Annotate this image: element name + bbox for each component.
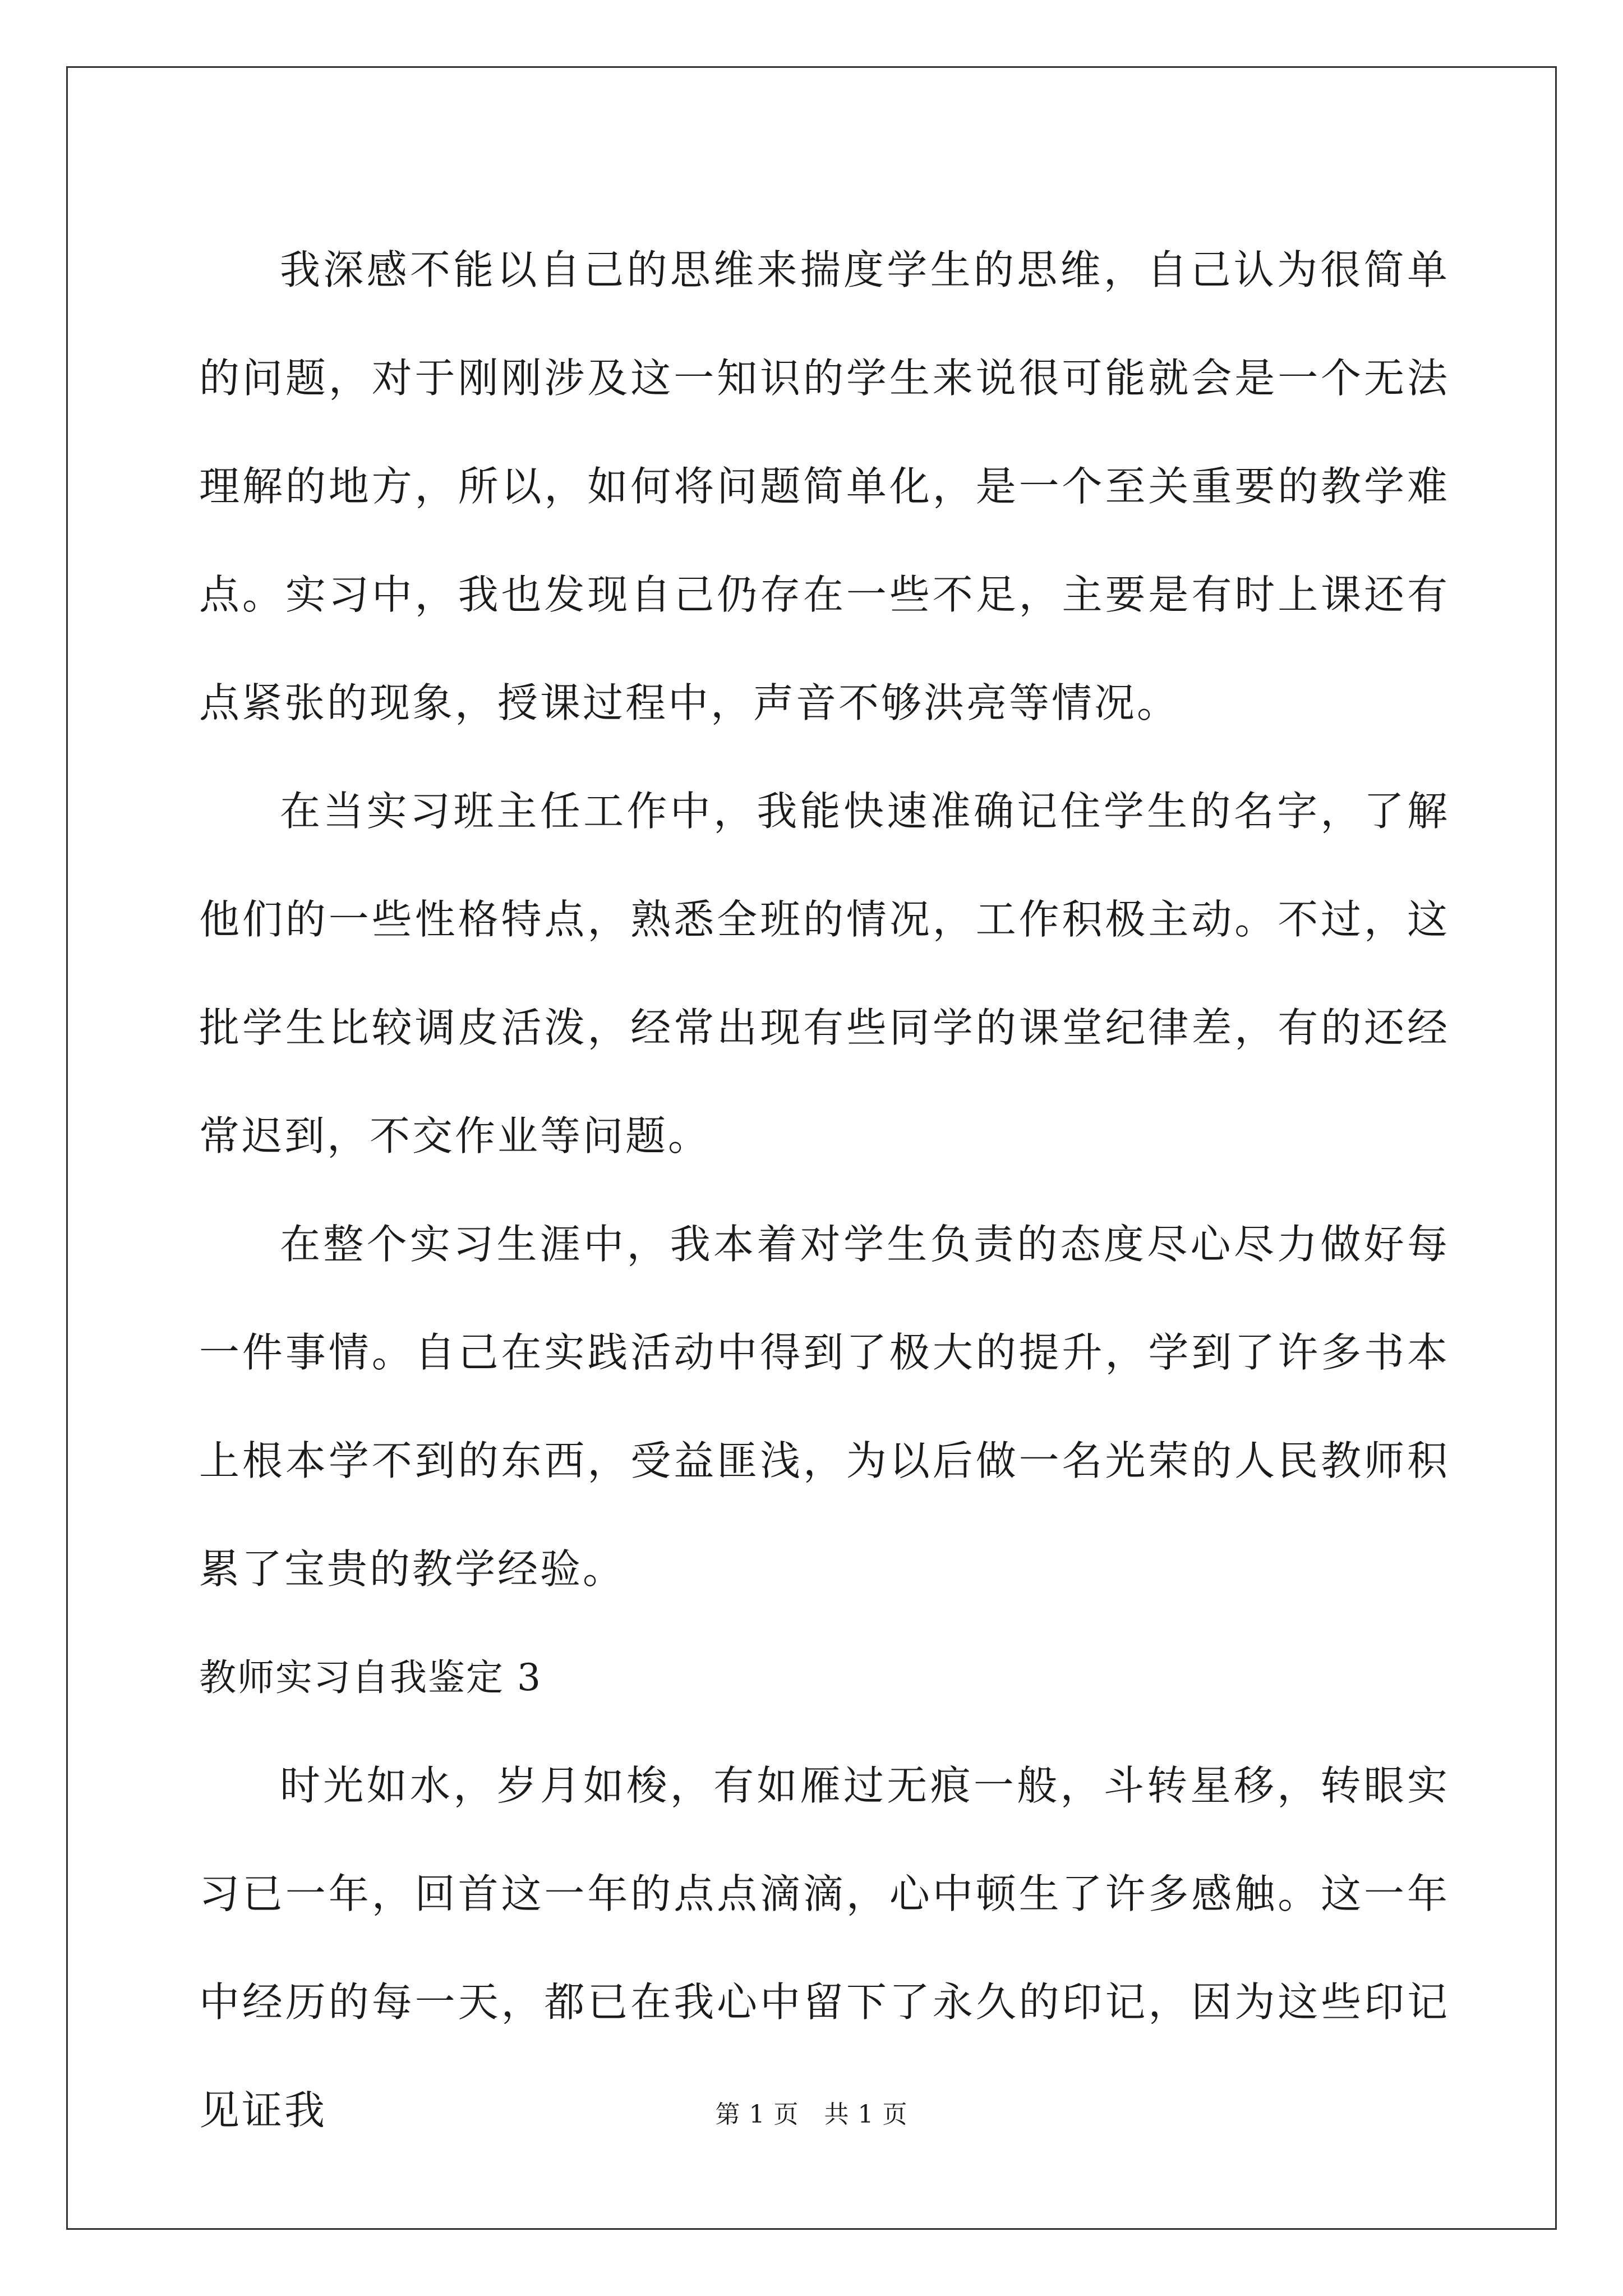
page-total: 共 1 页 — [824, 2100, 908, 2129]
paragraph-2: 在当实习班主任工作中，我能快速准确记住学生的名字，了解他们的一些性格特点，熟悉全班的情况，工作积极主动。不过，这批学生比较调皮活泼，经常出现有些同学的课堂纪律差，有的还经常迟到，不交作业等问题。 — [199, 788, 1450, 1159]
page-footer — [0, 2098, 1623, 2132]
paragraph-4: 时光如水，岁月如梭，有如雁过无痕一般，斗转星移，转眼实习已一年，回首这一年的点点滴滴，心中顿生了许多感触。这一年中经历的每一天，都已在我心中留下了永久的印记，因为这些印记见证我 — [199, 1762, 1450, 2134]
page-number: 第 1 页 — [715, 2100, 799, 2129]
paragraph-3: 在整个实习生涯中，我本着对学生负责的态度尽心尽力做好每一件事情。自己在实践活动中得到了极大的提升，学到了许多书本上根本学不到的东西，受益匪浅，为以后做一名光荣的人民教师积累了宝贵的教学经验。 — [199, 1221, 1450, 1593]
paragraph-1: 我深感不能以自己的思维来揣度学生的思维，自己认为很简单的问题，对于刚刚涉及这一知识的学生来说很可能就会是一个无法理解的地方，所以，如何将问题简单化，是一个至关重要的教学难点。实习中，我也发现自己仍存在一些不足，主要是有时上课还有点紧张的现象，授课过程中，声音不够洪亮等情况。 — [199, 246, 1450, 726]
footer-spacer — [799, 2100, 824, 2129]
section-heading: 教师实习自我鉴定 3 — [199, 1656, 542, 1699]
document-body — [199, 216, 1450, 2165]
